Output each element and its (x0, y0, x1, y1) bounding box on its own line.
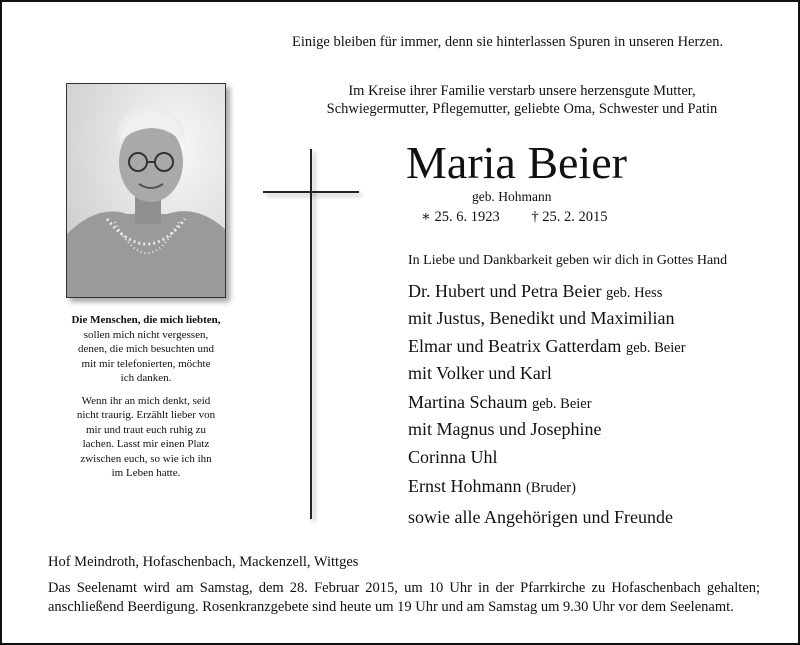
poem-line: mir und traut euch ruhig zu (85, 423, 207, 436)
intro-text (292, 82, 752, 118)
dankbarkeit-line: In Liebe und Dankbarkeit geben wir dich in Gottes Hand (408, 253, 728, 268)
mourner-entry (408, 474, 686, 501)
poem (62, 313, 230, 489)
poem-line: Die Menschen, die mich liebten, (71, 314, 221, 326)
poem-line: nicht traurig. Erzählt lieber von (76, 409, 216, 421)
mourner-note: geb. Beier (531, 395, 592, 412)
mourner-entry (408, 390, 686, 417)
motto: Einige bleiben für immer, denn sie hinterlassen Spuren in unseren Herzen. (292, 34, 724, 50)
poem-line: sollen mich nicht vergessen, (83, 328, 209, 341)
poem-line: mit mir telefonierten, möchte (81, 357, 211, 370)
portrait-photo (66, 83, 226, 298)
poem-stanza-2 (62, 394, 230, 481)
mourner-name: Corinna Uhl (408, 447, 498, 468)
mourner-children: mit Volker und Karl (408, 363, 552, 384)
places-line: Hof Meindroth, Hofaschenbach, Mackenzell, Wittges (48, 554, 359, 570)
poem-line: Wenn ihr an mich denkt, seid (81, 394, 211, 407)
cross-icon-bar (263, 191, 359, 193)
mourner-name: Ernst Hohmann (408, 475, 522, 496)
service-info: Das Seelenamt wird am Samstag, dem 28. Februar 2015, um 10 Uhr in der Pfarrkirche zu Hofaschenbach gehalten; anschließend Beerdigung. Rosenkranzgebete sind heute um 19 Uhr und am Samstag um 9.30 Uhr vor dem Seelenamt. (48, 580, 760, 615)
poem-line: ich danken. (120, 372, 172, 384)
intro-line-1: Im Kreise ihrer Familie verstarb unsere herzensgute Mutter, (348, 83, 696, 99)
poem-line: zwischen euch, so wie ich ihn (80, 452, 212, 465)
mourner-note: geb. Hess (605, 285, 663, 301)
birth-name: geb. Hohmann (472, 189, 552, 204)
poem-line: im Leben hatte. (111, 467, 181, 479)
intro-line-2: Schwiegermutter, Pflegemutter, geliebte Oma, Schwester und Patin (326, 101, 718, 117)
mourners-list (408, 279, 686, 529)
mourner-note: (Bruder) (525, 479, 576, 496)
mourner-note: geb. Beier (625, 340, 686, 357)
poem-line: lachen. Lasst mir einen Platz (82, 438, 210, 450)
birth-date: ∗ 25. 6. 1923 (421, 209, 500, 225)
mourner-children: mit Magnus und Josephine (408, 418, 602, 439)
mourner-entry: sowie alle Angehörigen und Freunde (408, 506, 673, 527)
deceased-name: Maria Beier (406, 137, 627, 188)
death-date: † 25. 2. 2015 (531, 209, 608, 225)
mourner-entry (408, 445, 686, 470)
mourner-name: Elmar und Beatrix Gatterdam (408, 336, 622, 357)
life-dates (421, 209, 607, 226)
cross-icon (310, 149, 312, 519)
mourner-name: Dr. Hubert und Petra Beier (408, 281, 602, 301)
mourner-name: Martina Schaum (408, 391, 528, 412)
mourner-children: mit Justus, Benedikt und Maximilian (408, 307, 675, 328)
mourner-entry (408, 279, 686, 306)
poem-stanza-1 (62, 313, 230, 386)
mourner-entry (408, 334, 686, 361)
poem-line: denen, die mich besuchten und (78, 343, 214, 355)
